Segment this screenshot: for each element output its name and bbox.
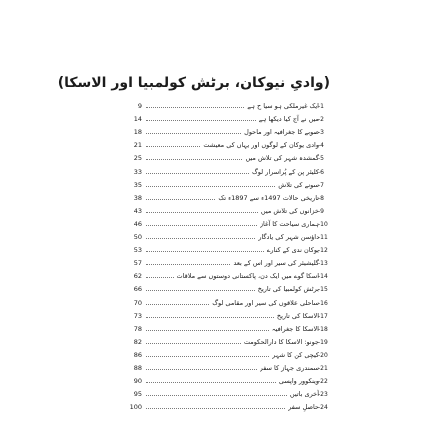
- toc-leader-dots: [146, 238, 255, 239]
- toc-page-number: 9: [137, 102, 142, 110]
- toc-row: [0, 297, 430, 310]
- toc-leader-dots: [146, 186, 275, 187]
- toc-row: [0, 126, 430, 139]
- toc-page-number: 73: [133, 311, 142, 320]
- toc-entry-number: -9: [318, 207, 324, 215]
- toc-leader-dots: [146, 146, 200, 147]
- toc-entry-title: الاسکا کا جغرافیہ: [271, 324, 319, 333]
- toc-row: [0, 244, 430, 257]
- toc-entry-title: ایک غیرملکی ہو سیا ح ہے: [247, 102, 319, 110]
- toc-entry-number: -14: [318, 273, 328, 281]
- toc-entry-title: الاسکا کی تاریخ: [276, 311, 319, 320]
- toc-entry-number: -10: [318, 220, 328, 228]
- toc-page-number: 100: [129, 403, 142, 412]
- toc-entry-number: -21: [318, 365, 328, 372]
- toc-entry-title: تاریخی حالات 1497ء سے 1897ء تک: [218, 193, 319, 202]
- toc-entry-title: داؤسن شہر کی یادگار: [258, 233, 319, 241]
- toc-row: [0, 401, 430, 414]
- toc-page-number: 43: [133, 206, 142, 215]
- toc-entry-title: برٹش کولمبیا کی تاریخ: [257, 285, 319, 294]
- toc-entry-number: -23: [318, 391, 328, 399]
- toc-row: [0, 100, 430, 113]
- toc-page-number: 82: [133, 337, 142, 346]
- toc-entry-title: وادی یوکان کے لوگوں اور یہاں کی معیشت: [203, 141, 319, 150]
- toc-page-number: 62: [133, 272, 142, 281]
- toc-row: [0, 192, 430, 205]
- toc-entry-number: -7: [318, 181, 324, 189]
- toc-page-number: 46: [133, 219, 142, 228]
- toc-entry-title: کیچی کن کا شہر: [272, 350, 319, 359]
- toc-leader-dots: [146, 107, 244, 108]
- toc-page-number: 78: [133, 324, 142, 333]
- toc-entry-number: -20: [318, 351, 328, 359]
- toc-page-number: 38: [133, 193, 142, 202]
- toc-row: [0, 205, 430, 218]
- toc-entry-number: -8: [318, 194, 324, 202]
- toc-page-number: 53: [133, 246, 142, 255]
- toc-page-number: 95: [133, 390, 142, 399]
- toc-row: [0, 375, 430, 388]
- toc-row: [0, 179, 430, 192]
- toc-entry-title: آخری باتیں: [289, 390, 319, 399]
- toc-entry-number: -17: [318, 312, 328, 320]
- toc-leader-dots: [146, 382, 276, 383]
- toc-page-number: 50: [133, 233, 142, 241]
- toc-entry-title: صوبے کا جغرافیہ اور ماحول: [244, 128, 319, 137]
- toc-entry-title: سمندری جہاز کا سفر: [259, 364, 319, 372]
- toc-entry-number: -4: [318, 142, 324, 150]
- toc-page-number: 33: [133, 167, 142, 176]
- toc-page-number: 86: [133, 350, 142, 359]
- toc-row: [0, 362, 430, 375]
- toc-row: [0, 336, 430, 349]
- toc-row: [0, 218, 430, 231]
- toc-entry-title: خزانوں کی تلاش میں: [260, 206, 319, 215]
- toc-row: [0, 139, 430, 152]
- toc-leader-dots: [146, 212, 258, 213]
- toc-leader-dots: [146, 225, 257, 226]
- toc-leader-dots: [146, 277, 174, 278]
- toc-row: [0, 270, 430, 283]
- toc-entry-title: وینکوور واپسی: [278, 377, 319, 386]
- toc-entry-number: -3: [318, 129, 324, 137]
- toc-entry-number: -15: [318, 286, 328, 294]
- toc-entry-title: اسکا گوے میں ایک دن، پاکستانی دوستوں سے ملاقات: [176, 272, 319, 281]
- toc-entry-number: -5: [318, 155, 324, 163]
- toc-entry-number: -11: [318, 234, 328, 241]
- toc-leader-dots: [146, 356, 269, 357]
- toc-leader-dots: [146, 369, 257, 370]
- toc-entry-title: ہماری سیاحت کا آغاز: [259, 219, 319, 228]
- toc-entry-title: کلیئر پن کے پُراسرار لوگ: [251, 167, 319, 176]
- toc-entry-title: میں نے آج کیا دیکھا ہے: [258, 115, 319, 124]
- toc-leader-dots: [146, 343, 241, 344]
- toc-entry-title: ساحلی علاقوں کی سیر اور مقامی لوگ: [212, 298, 319, 307]
- toc-page-number: 35: [133, 180, 142, 189]
- toc-leader-dots: [146, 199, 215, 200]
- toc-page-number: 14: [133, 115, 142, 124]
- toc-row: [0, 349, 430, 362]
- toc-page-number: 25: [133, 154, 142, 163]
- toc-page-number: 21: [133, 141, 142, 150]
- toc-entry-number: -24: [318, 404, 328, 412]
- toc-page-number: 88: [133, 364, 142, 372]
- toc-leader-dots: [146, 395, 287, 396]
- toc-leader-dots: [146, 304, 209, 305]
- toc-entry-title: یوکان ندی کے کنارے: [266, 246, 319, 255]
- toc-entry-number: -12: [318, 247, 328, 255]
- toc-row: [0, 113, 430, 126]
- toc-entry-number: -16: [318, 299, 328, 307]
- toc-row: [0, 166, 430, 179]
- toc-entry-title: گمشدہ شہر کی تلاش میں: [245, 154, 319, 163]
- toc-page-number: 66: [133, 285, 142, 294]
- toc-leader-dots: [146, 173, 249, 174]
- toc-row: [0, 257, 430, 270]
- toc-entry-title: گلیشیئر کی سیر اور اس کے بعد: [233, 259, 319, 268]
- toc-leader-dots: [146, 264, 230, 265]
- toc-leader-dots: [146, 159, 242, 160]
- toc-entry-title: سونے کی تلاش: [278, 180, 319, 189]
- toc-row: [0, 388, 430, 401]
- toc-leader-dots: [146, 330, 269, 331]
- toc-entry-number: -2: [318, 116, 324, 124]
- toc-entry-number: -22: [318, 378, 328, 386]
- toc-leader-dots: [146, 290, 255, 291]
- toc-entry-number: -1: [318, 103, 324, 110]
- toc-entry-title: جونو: الاسکا کا دارالحکومت: [243, 337, 319, 346]
- toc-leader-dots: [146, 408, 285, 409]
- toc-row: [0, 152, 430, 165]
- toc-entry-title: حاصلِ سفر: [288, 403, 319, 412]
- toc-entry-number: -6: [318, 168, 324, 176]
- toc-leader-dots: [146, 317, 274, 318]
- toc-leader-dots: [146, 133, 241, 134]
- toc-page-number: 70: [133, 298, 142, 307]
- toc-entry-number: -18: [318, 325, 328, 333]
- toc-row: [0, 310, 430, 323]
- toc-row: [0, 283, 430, 296]
- toc-page-number: 90: [133, 377, 142, 386]
- toc-page-number: 57: [133, 259, 142, 268]
- toc-row: [0, 323, 430, 336]
- toc-leader-dots: [146, 120, 256, 121]
- toc-page-number: 18: [133, 128, 142, 137]
- toc-row: [0, 231, 430, 244]
- toc-entry-number: -13: [318, 260, 328, 268]
- toc-leader-dots: [146, 251, 264, 252]
- toc-entry-number: -19: [318, 338, 328, 346]
- toc-title: (وادیِ نیوکان، برٹش کولمبیا اور الاسکا): [57, 75, 330, 91]
